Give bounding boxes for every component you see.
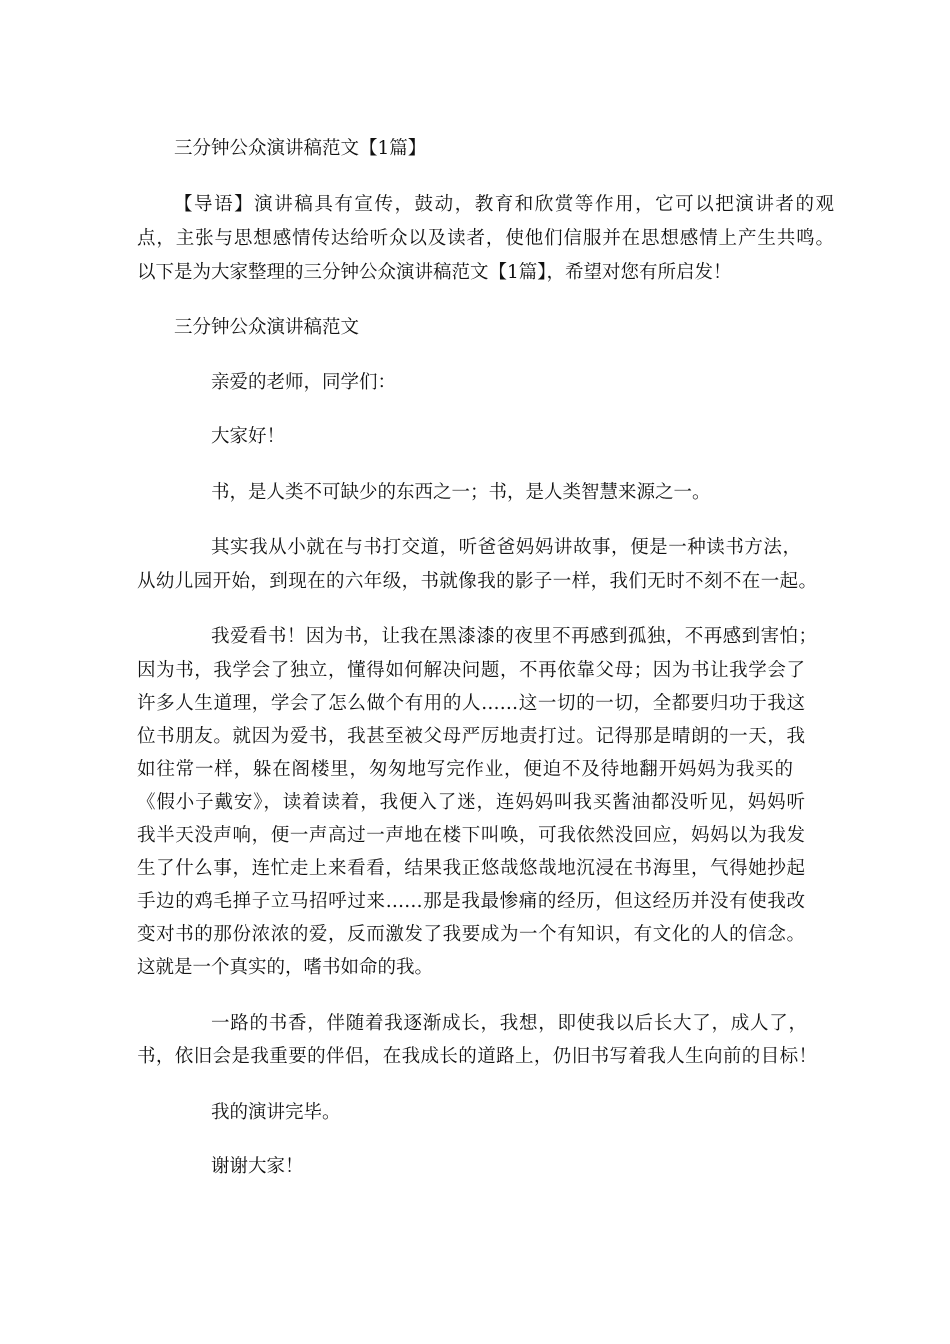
paragraph-line: 从幼儿园开始，到现在的六年级，书就像我的影子一样，我们无时不刻不在一起。 [137,571,817,592]
paragraph-line: 许多人生道理，学会了怎么做个有用的人……这一切的一切，全都要归功于我这 [137,693,805,714]
paragraph-line: 变对书的那份浓浓的爱，反而激发了我要成为一个有知识，有文化的人的信念。 [137,924,805,945]
paragraph-line: 生了什么事，连忙走上来看看，结果我正悠哉悠哉地沉浸在书海里，气得她抄起 [137,858,805,879]
paragraph-line: 位书朋友。就因为爱书，我甚至被父母严厉地责打过。记得那是晴朗的一天，我 [137,726,805,747]
paragraph-line: 一路的书香，伴随着我逐渐成长，我想，即使我以后长大了，成人了， [211,1013,807,1034]
intro-line: 点，主张与思想感情传达给听众以及读者，使他们信服并在思想感情上产生共鸣。 [137,228,834,249]
paragraph-line: 如往常一样，躲在阁楼里，匆匆地写完作业，便迫不及待地翻开妈妈为我买的 [137,759,793,780]
paragraph-line: 《假小子戴安》，读着读着，我便入了迷，连妈妈叫我买酱油都没听见，妈妈听 [137,792,805,813]
paragraph-line: 我半天没声响，便一声高过一声地在楼下叫唤，可我依然没回应，妈妈以为我发 [137,825,805,846]
closing-line: 谢谢大家！ [211,1156,304,1177]
intro-line: 【导语】演讲稿具有宣传，鼓动，教育和欣赏等作用，它可以把演讲者的观 [174,194,834,215]
paragraph-line: 手边的鸡毛掸子立马招呼过来……那是我最惨痛的经历，但这经历并没有使我改 [137,891,805,912]
closing-line: 我的演讲完毕。 [211,1102,341,1123]
greeting: 大家好！ [211,426,286,447]
paragraph-line: 书，是人类不可缺少的东西之一；书，是人类智慧来源之一。 [211,482,711,503]
salutation: 亲爱的老师，同学们： [211,372,397,393]
intro-line: 以下是为大家整理的三分钟公众演讲稿范文【1篇】，希望对您有所启发！ [137,262,732,283]
section-subtitle: 三分钟公众演讲稿范文 [174,317,360,338]
document-title: 三分钟公众演讲稿范文【1篇】 [174,138,427,159]
paragraph-line: 这就是一个真实的，嗜书如命的我。 [137,957,434,978]
paragraph-line: 我爱看书！因为书，让我在黑漆漆的夜里不再感到孤独，不再感到害怕； [211,626,817,647]
paragraph-line: 其实我从小就在与书打交道，听爸爸妈妈讲故事，便是一种读书方法， [211,537,801,558]
paragraph-line: 书，依旧会是我重要的伴侣，在我成长的道路上，仍旧书写着我人生向前的目标！ [137,1046,817,1067]
paragraph-line: 因为书，我学会了独立，懂得如何解决问题，不再依靠父母；因为书让我学会了 [137,660,805,681]
